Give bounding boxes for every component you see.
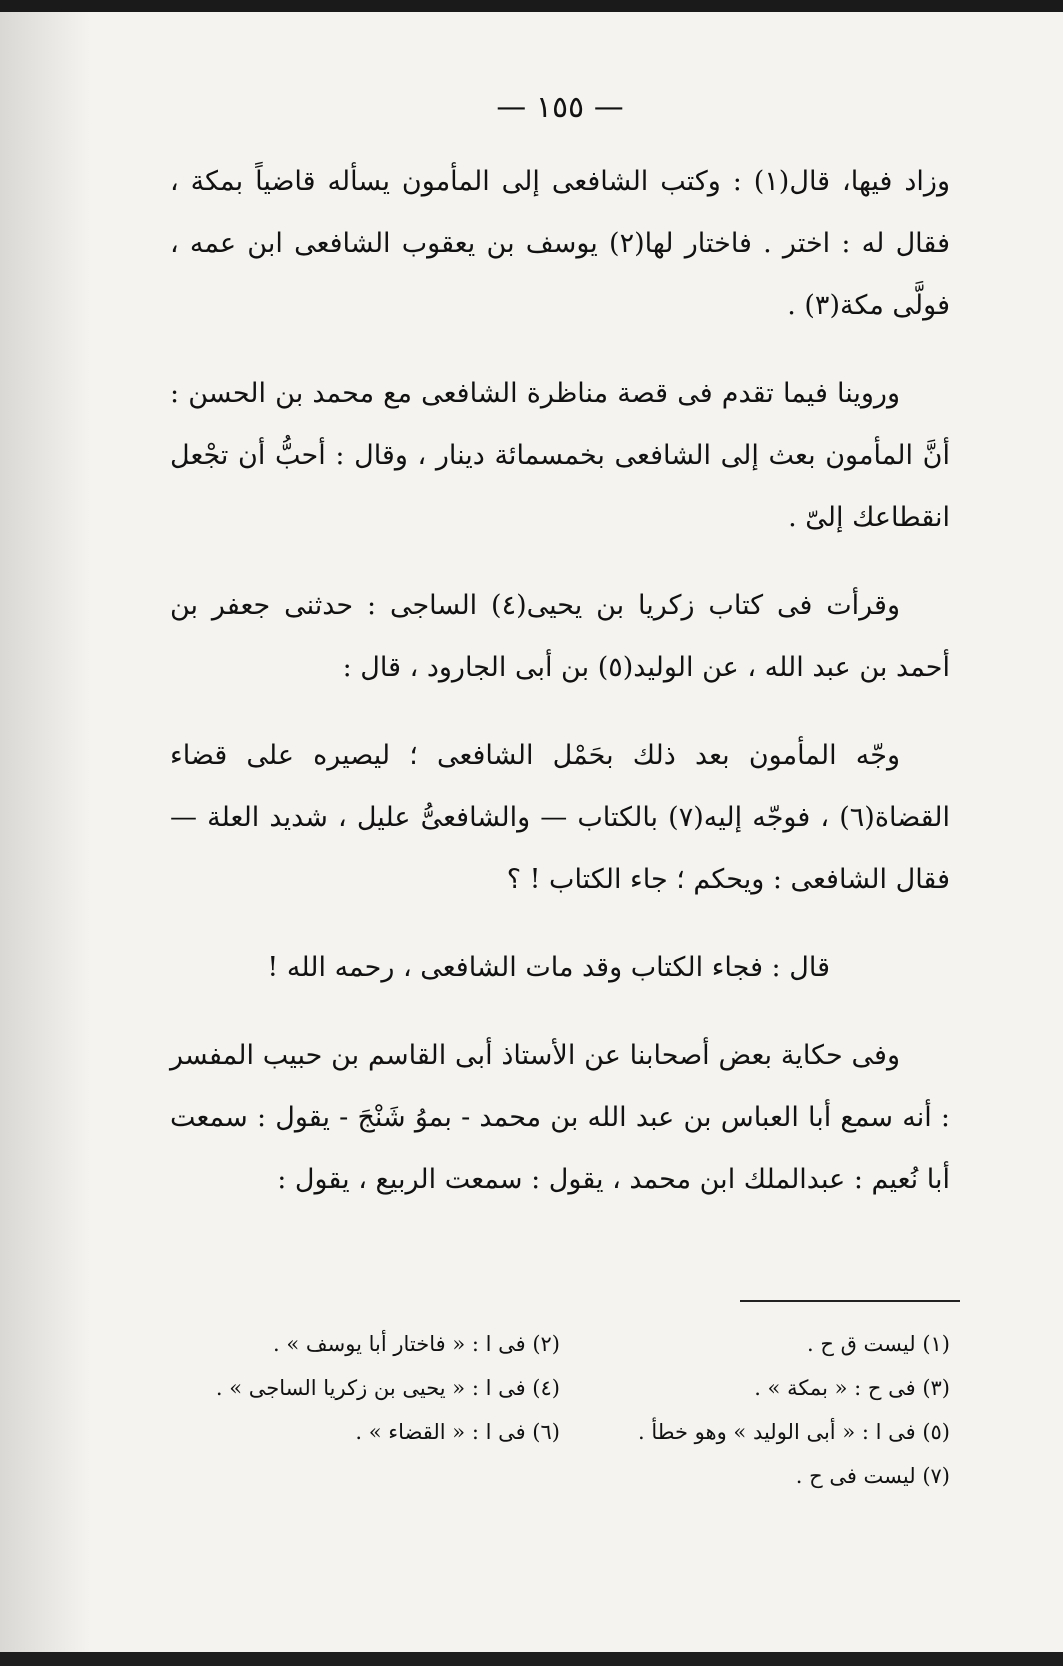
footnote-4: (٤) فى ا : « يحيى بن زكريا الساجى » . [215, 1376, 560, 1400]
footnote-separator [740, 1300, 960, 1302]
paragraph-3: وقرأت فى كتاب زكريا بن يحيى(٤) الساجى : حدثنى جعفر بن أحمد بن عبد الله ، عن الوليد(٥) بن أبى الجارود ، قال : [170, 590, 950, 683]
paragraph-4: وجّه المأمون بعد ذلك بحَمْل الشافعى ؛ ليصيره على قضاء القضاة(٦) ، فوجّه إليه(٧) بالكتاب — والشافعىُّ عليل ، شديد العلة — فقال الشافعى : ويحكم ؛ جاء الكتاب ! ؟ [170, 740, 950, 895]
paragraph-1: وزاد فيها، قال(١) : وكتب الشافعى إلى المأمون يسأله قاضياً بمكة ، فقال له : اختر . فاختار لها(٢) يوسف بن يعقوب الشافعى ابن عمه ، فولَّى مكة(٣) . [170, 166, 950, 321]
footnote-row [170, 1454, 950, 1498]
scan-top-edge [0, 0, 1063, 12]
paragraph-6: وفى حكاية بعض أصحابنا عن الأستاذ أبى القاسم بن حبيب المفسر : أنه سمع أبا العباس بن عبد الله بن محمد - بموُ شَنْجَ - يقول : سمعت أبا نُعيم : عبدالملك ابن محمد ، يقول : سمعت الربيع ، يقول : [170, 1040, 950, 1195]
footnote-7: (٧) ليست فى ح . [795, 1464, 950, 1488]
footnote-row [170, 1366, 950, 1410]
page-number: — ١٥٥ — [496, 90, 624, 125]
footnote-row [170, 1410, 950, 1454]
footnote-1: (١) ليست ق ح . [807, 1332, 950, 1356]
footnote-6: (٦) فى ا : « القضاء » . [355, 1420, 560, 1444]
footnote-3: (٣) فى ح : « بمكة » . [754, 1376, 950, 1400]
footnote-row [170, 1322, 950, 1366]
scan-left-shadow [0, 12, 90, 1652]
paragraph-2: وروينا فيما تقدم فى قصة مناظرة الشافعى مع محمد بن الحسن : أنَّ المأمون بعث إلى الشافعى بخمسمائة دينار ، وقال : أحبُّ أن تجْعل انقطاعك إلىّ . [170, 378, 950, 533]
page-body [170, 90, 950, 1237]
footnotes [170, 1322, 950, 1498]
paragraph-5: قال : فجاء الكتاب وقد مات الشافعى ، رحمه الله ! [267, 952, 830, 983]
footnote-2: (٢) فى ا : « فاختار أبا يوسف » . [273, 1332, 560, 1356]
scan-bottom-edge [0, 1652, 1063, 1666]
footnote-5: (٥) فى ا : « أبى الوليد » وهو خطأ . [638, 1420, 950, 1444]
